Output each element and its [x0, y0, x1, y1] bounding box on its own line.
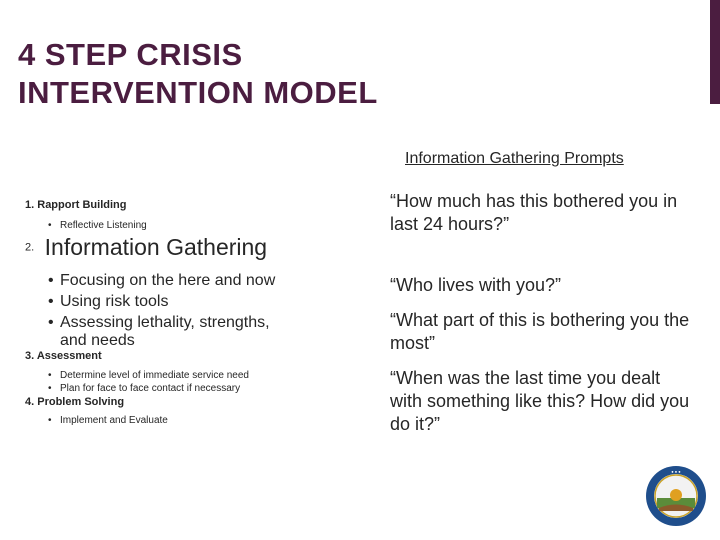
accent-bar	[710, 0, 720, 104]
step-3: 3. Assessment	[25, 350, 102, 362]
county-seal-icon	[645, 465, 707, 527]
step-1-bullet: • Reflective Listening	[48, 220, 147, 231]
step-4: 4. Problem Solving	[25, 396, 125, 408]
prompt-item: “How much has this bothered you in last 24 hours?”	[390, 191, 678, 234]
slide-title: 4 STEP CRISIS INTERVENTION MODEL	[18, 37, 378, 110]
step-2-bullet: • Using risk tools	[48, 293, 169, 310]
step-1: 1. Rapport Building	[25, 199, 127, 211]
step-2-bullet: • Focusing on the here and now	[48, 272, 276, 289]
prompts-heading: Information Gathering Prompts	[405, 150, 624, 167]
svg-text:● ● ●: ● ● ●	[671, 469, 681, 474]
step-4-bullet: • Implement and Evaluate	[48, 415, 168, 426]
step-2-bullet-continued: and needs	[60, 332, 135, 349]
step-3-bullet: • Determine level of immediate service need	[48, 370, 249, 381]
step-2: 2. Information Gathering	[25, 234, 268, 260]
prompt-item: “What part of this is bothering you the most”	[390, 310, 690, 353]
step-3-bullet: • Plan for face to face contact if necessary	[48, 383, 241, 394]
prompt-item: “When was the last time you dealt with something like this? How did you do it?”	[390, 368, 690, 434]
step-2-bullet: • Assessing lethality, strengths,	[48, 314, 270, 331]
prompt-item: “Who lives with you?”	[390, 275, 562, 295]
